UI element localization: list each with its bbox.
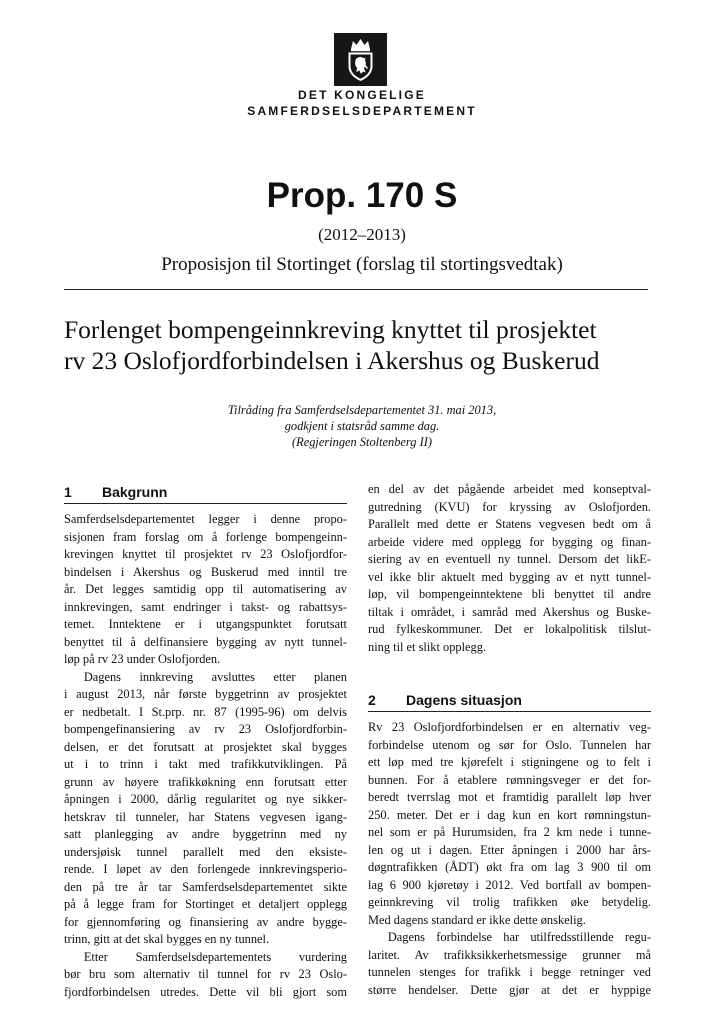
section-number: 2 <box>368 692 376 708</box>
proposition-subtitle: Proposisjon til Stortinget (forslag til stortingsvedtak) <box>161 254 563 275</box>
document-title <box>64 314 664 376</box>
document-title-line: Forlenget bompengeinnkreving knyttet til prosjektet <box>64 315 597 344</box>
body-line: sisjonen fram forslag om å forlenge bompengeinn- <box>64 529 347 544</box>
body-line: i august 2013, når første byggetrinn av prosjektet <box>64 687 347 701</box>
body-line: delsen, er det forutsatt at prosjektet skal bygges <box>64 739 347 754</box>
body-line: beredt tverrslag mot et framtidig parallelt løp hver <box>368 790 651 804</box>
body-line: tunnelen stenges for trafikk i begge retninger ved <box>368 965 651 979</box>
body-line: Med dagens standard er ikke dette ønskelig. <box>368 912 586 927</box>
body-line: større hendelser. Dette gjør at det er hyppige <box>368 982 651 997</box>
body-line: bunnen. For å etablere rømningsveger er det for- <box>368 772 651 787</box>
section-heading <box>64 481 347 504</box>
session-years: (2012–2013) <box>318 225 406 244</box>
body-line: nel som er på Hurumsiden, fra 2 km nede i tunne- <box>368 825 651 839</box>
section-title: Bakgrunn <box>102 484 168 500</box>
body-line: Dagens innkreving avsluttes etter planen <box>83 669 347 684</box>
body-line: krevingen knyttet til prosjektet rv 23 Oslofjordfor- <box>64 547 347 561</box>
body-line: rud fylkeskommuner. Det er lokalpolitisk tilslut- <box>368 622 651 636</box>
horizontal-rule <box>64 289 648 290</box>
body-line: løp på rv 23 under Oslofjorden. <box>64 652 221 666</box>
body-line: temet. Inntektene er i utgangspunktet forutsatt <box>64 617 347 631</box>
body-line: Samferdselsdepartementet legger i denne propo- <box>64 512 347 526</box>
body-line: grunn av høyere trafikkøkning enn forutsatt etter <box>64 774 347 789</box>
body-line: den på tre år tar Samferdselsdepartementet sikte <box>64 879 347 894</box>
body-line: ning til et slikt opplegg. <box>368 639 487 654</box>
section-heading <box>368 689 651 712</box>
body-line: tiltak i området, i samråd med Akershus og Buske- <box>368 604 651 619</box>
right-column <box>368 481 651 999</box>
body-line: ut i to trinn i takt med trafikkutviklingen. På <box>64 757 347 771</box>
approval-line: godkjent i statsråd samme dag. <box>284 419 440 433</box>
proposition-number: Prop. 170 S <box>266 176 458 215</box>
body-line: trinn, gitt at det skal bygges en ny tunnel. <box>64 932 270 946</box>
body-line: benyttet til å delfinansiere bygging av nytt tunnel- <box>64 634 347 649</box>
body-line: er nedbetalt. I St.prp. nr. 87 (1995-96) om delvis <box>64 704 347 719</box>
body-line: gutredning (KVU) for kryssing av Oslofjorden. <box>368 499 651 514</box>
body-line: laritet. Av trafikksikkerhetsmessige grunner må <box>368 947 651 962</box>
body-line: arbeide videre med opplegg for bygging og finan- <box>368 534 651 549</box>
left-column <box>64 481 347 1001</box>
body-line: fjordforbindelsen utredes. Dette vil bli gjort som <box>64 984 347 999</box>
body-line: rende. I løpet av den forlengede innkrevingsperio- <box>64 862 347 876</box>
document-title-line: rv 23 Oslofjordforbindelsen i Akershus og Buskerud <box>64 346 600 375</box>
body-line: Dagens forbindelse har utilfredsstillende regu- <box>387 930 651 944</box>
body-line: åpningen i 2000, dårlig regularitet og nye sikker- <box>64 792 347 806</box>
body-line: hetskrav til tunneler, har Statens vegvesen igang- <box>64 809 347 824</box>
norwegian-coat-of-arms-icon <box>334 33 387 86</box>
body-line: 250. meter. Det er i dag kun en kort rømningstun- <box>368 807 651 822</box>
approval-line: (Regjeringen Stoltenberg II) <box>292 435 432 449</box>
ministry-name-line1: DET KONGELIGE <box>298 88 426 102</box>
body-line: Etter Samferdselsdepartementets vurdering <box>83 949 347 964</box>
body-line: innkrevingen, samt endringer i takst- og rabattsys- <box>64 599 347 614</box>
body-line: siering av en eventuell ny tunnel. Dersom det likE- <box>368 552 651 566</box>
body-line: vel ikke blir aktuelt med bygging av et nytt tunnel- <box>368 569 651 584</box>
body-line: bindelsen i Akershus og Buskerud med inntil tre <box>64 564 347 579</box>
body-line: en del av det pågående arbeidet med konseptval- <box>368 482 651 496</box>
body-line: ett løp med tre kjørefelt i stigningene og to felt i <box>368 755 651 769</box>
body-line: satt planlegging av andre byggetrinn med ny <box>64 827 347 841</box>
body-line: på å legge fram for Stortinget et detaljert opplegg <box>64 897 347 911</box>
body-line: løp, vil bompengeinntektene bli benyttet til andre <box>368 587 651 601</box>
body-line: bør bru som alternativ til tunnel for rv 23 Oslo- <box>64 967 347 981</box>
body-line: len og ut i dagen. Etter åpningen i 2000 har års- <box>368 842 651 857</box>
body-line: år. Det legges samtidig opp til automatisering av <box>64 582 347 596</box>
body-line: Rv 23 Oslofjordforbindelsen er en alternativ veg- <box>368 720 651 734</box>
body-line: lag 6 900 kjøretøy i 2012. Ved bortfall av bompen- <box>368 877 651 892</box>
approval-note <box>0 402 724 450</box>
body-line: døgntrafikken (ÅDT) økt fra om lag 3 900 til om <box>368 860 651 874</box>
section-title: Dagens situasjon <box>406 692 522 708</box>
body-line: forbindelse utenom og sør for Oslo. Tunnelen har <box>368 737 651 752</box>
body-line: for gjennomføring og finansiering av andre bygge- <box>64 914 347 929</box>
body-line: geinnkreving vil trolig trafikken øke betydelig. <box>368 895 651 909</box>
body-line: Parallelt med dette er Statens vegvesen bedt om å <box>368 517 651 531</box>
ministry-name-line2: SAMFERDSELSDEPARTEMENT <box>247 104 477 118</box>
body-line: bompengefinansiering av rv 23 Oslofjordforbin- <box>64 722 347 736</box>
approval-line: Tilråding fra Samferdselsdepartementet 31. mai 2013, <box>227 403 497 417</box>
section-number: 1 <box>64 484 72 500</box>
body-line: undersjøisk tunnel parallelt med den eksiste- <box>64 844 347 859</box>
